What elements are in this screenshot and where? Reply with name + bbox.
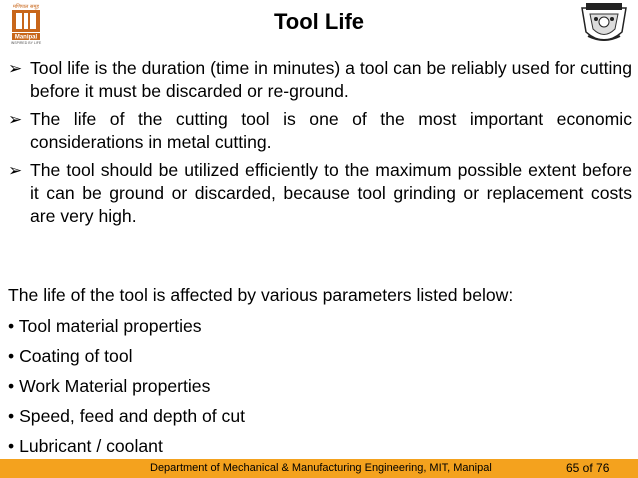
parameters-intro: The life of the tool is affected by various parameters listed below: [8,285,514,305]
arrow-bullet-icon: ➢ [8,59,23,78]
bullet-list [8,57,632,233]
parameter-item: • Work Material properties [8,376,211,396]
page-number: 65 of 76 [566,461,610,475]
parameter-item: • Lubricant / coolant [8,436,163,456]
svg-text:Manipal: Manipal [14,34,38,41]
parameter-item: • Coating of tool [8,346,133,366]
bullet-item: ➢ Tool life is the duration (time in minutes) a tool can be reliably used for cutting before it must be discarded or re-ground. [8,58,632,101]
svg-text:मणिपाल समूह: मणिपाल समूह [12,4,40,10]
parameter-item: • Speed, feed and depth of cut [8,406,246,426]
footer-department: Department of Mechanical & Manufacturing Engineering, MIT, Manipal [150,462,492,474]
svg-text:INSPIRED BY LIFE: INSPIRED BY LIFE [10,41,42,45]
slide-title: Tool Life [273,9,365,34]
arrow-bullet-icon: ➢ [8,161,23,180]
bullet-item: ➢ The life of the cutting tool is one of the most important economic considerations in metal cutting. [8,109,632,152]
parameter-item: • Tool material properties [8,316,202,336]
arrow-bullet-icon: ➢ [8,110,23,129]
bullet-item: ➢ The tool should be utilized efficiently to the maximum possible extent before it can be ground or discarded, because tool grinding or replacement costs are very high. [8,160,632,226]
parameter-list [8,316,245,466]
